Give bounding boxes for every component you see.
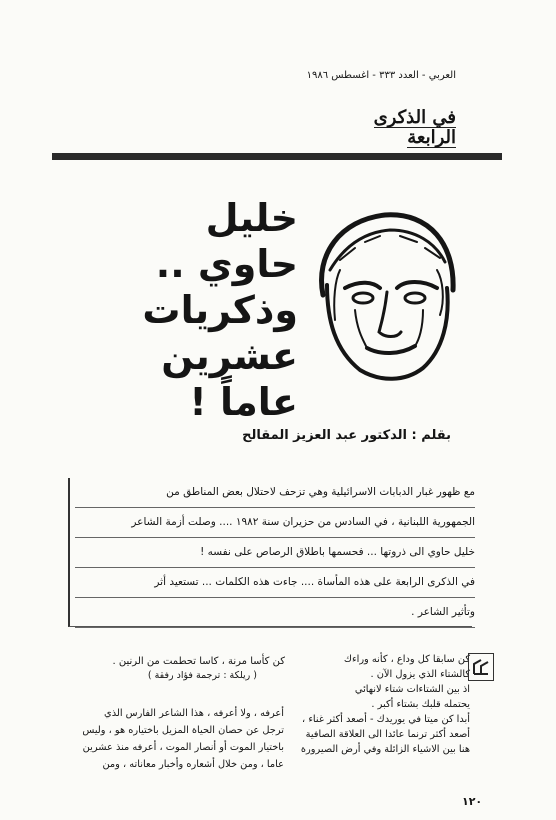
intro-line: خليل حاوي الى ذروتها ... فحسمها باطلاق الرصاص على نفسه ! bbox=[75, 538, 475, 568]
epigraph-right-line: اذ بين الشتاءات شتاء لانهائي bbox=[354, 684, 470, 695]
epigraph-right-line: أصعد أكثر ترنما عائدا الى العلاقة الصافية bbox=[305, 729, 470, 740]
body-line: ترجل عن حصان الحياة المزيل باختياره هو ، وليس bbox=[82, 725, 284, 736]
intro-paragraph bbox=[75, 478, 475, 628]
intro-line: في الذكرى الرابعة على هذه المأساة .... جاءت هذه الكلمات ... تستعيد أثر bbox=[75, 568, 475, 598]
epigraph-left-line: كن كأسا مرنة ، كاسا تحطمت من الرنين . bbox=[112, 656, 285, 667]
body-line: أعرفه ، ولا أعرفه ، هذا الشاعر الفارس الذي bbox=[104, 708, 284, 719]
body-column-left bbox=[82, 705, 284, 773]
body-line: باختيار الموت أو أنصار الموت ، أعرفه منذ عشرين bbox=[82, 742, 284, 753]
title-line-5: عاماً ! bbox=[189, 380, 298, 424]
issue-reference: العربي - العدد ٣٣٣ - اغسطس ١٩٨٦ bbox=[306, 70, 456, 81]
body-line: عاما ، ومن خلال أشعاره وأخبار معاناته ، ومن bbox=[102, 759, 284, 770]
epigraph-right-line: هنا بين الاشياء الزائلة وفي أرض الصيرورة bbox=[300, 744, 470, 755]
title-line-2: حاوي .. bbox=[155, 242, 298, 286]
author-byline: بقلم : الدكتور عبد العزيز المقالح bbox=[242, 428, 451, 443]
quotation-ornament-icon bbox=[468, 653, 494, 681]
title-line-4: عشرين bbox=[161, 334, 298, 378]
title-line-3: وذكريات bbox=[142, 288, 298, 332]
epigraph-right-line: أبدا كن ميتا في يوريدك - أصعد أكثر غناء ، bbox=[302, 714, 470, 725]
section-heading bbox=[286, 108, 456, 148]
portrait-sketch bbox=[305, 200, 465, 385]
epigraph-right-line: كن سابقا كل وداع ، كأنه وراءك bbox=[343, 654, 470, 665]
epigraph-right-line: كالشتاء الذي يزول الآن . bbox=[370, 669, 470, 680]
header-divider bbox=[52, 153, 502, 160]
title-line-1: خليل bbox=[205, 196, 298, 240]
intro-line: الجمهورية اللبنانية ، في السادس من حزيران سنة ١٩٨٢ .... وصلت أزمة الشاعر bbox=[75, 508, 475, 538]
intro-line: مع ظهور غبار الدبابات الاسرائيلية وهي تزحف لاحتلال بعض المناطق من bbox=[75, 478, 475, 508]
article-title bbox=[58, 195, 298, 425]
epigraph-credit: ( ريلكة : ترجمة فؤاد رفقة ) bbox=[147, 670, 257, 681]
epigraph-right-line: يحتمله قلبك بشتاء أكبر . bbox=[371, 699, 470, 710]
epigraph-left bbox=[90, 655, 285, 683]
epigraph-right bbox=[300, 652, 470, 757]
page-number: ١٢٠ bbox=[462, 795, 483, 808]
intro-line: وتأثير الشاعر . bbox=[75, 598, 475, 628]
section-heading-line1: في الذكرى bbox=[373, 107, 456, 128]
section-heading-line2: الرابعة bbox=[407, 127, 456, 148]
